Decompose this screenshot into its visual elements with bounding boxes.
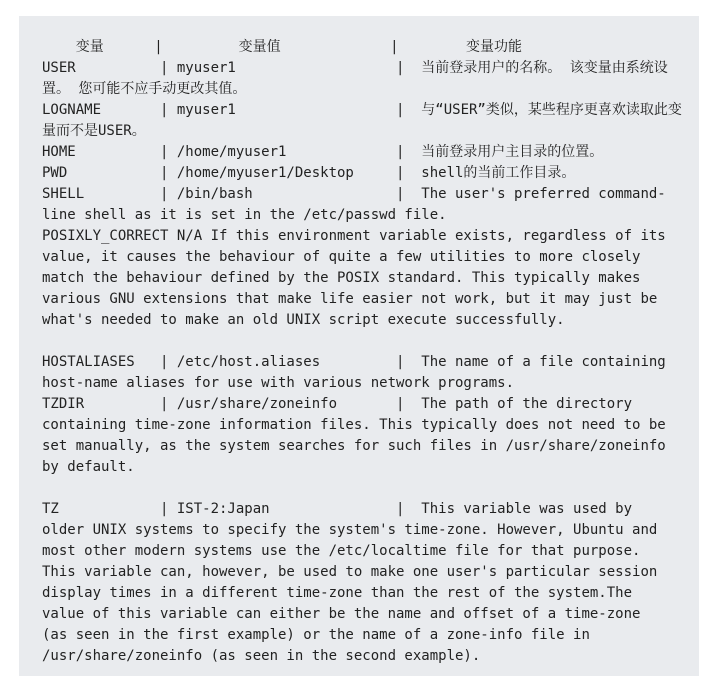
code-line-tz-cont-6: (as seen in the first example) or the name of a zone-info file in (42, 627, 590, 643)
env-variables-code-block (19, 16, 699, 676)
code-line-tz-cont-2: most other modern systems use the /etc/localtime file for that purpose. (42, 543, 641, 559)
code-line-tzdir-cont-1: containing time-zone information files. This typically does not need to be (42, 417, 666, 433)
code-line-tz: TZ | IST-2:Japan | This variable was used by (42, 501, 633, 517)
code-line-tz-cont-1: older UNIX systems to specify the system's time-zone. However, Ubuntu and (42, 522, 658, 538)
code-line-posixly-cont-3: various GNU extensions that make life easier not work, but it may just be (42, 291, 658, 307)
code-line-user: USER | myuser1 | 当前登录用户的名称。 该变量由系统设 (42, 60, 668, 76)
code-line-posixly-cont-1: value, it causes the behaviour of quite a few utilities to more closely (42, 249, 641, 265)
code-line-hostaliases: HOSTALIASES | /etc/host.aliases | The name of a file containing (42, 354, 666, 370)
code-line-posixly-cont-4: what's needed to make an old UNIX script execute successfully. (42, 312, 565, 328)
blank-line (42, 331, 699, 352)
code-line-pwd: PWD | /home/myuser1/Desktop | shell的当前工作目录。 (42, 165, 576, 181)
code-line-posixly-correct: POSIXLY_CORRECT N/A If this environment variable exists, regardless of its (42, 228, 666, 244)
code-line-tz-cont-5: value of this variable can either be the name and offset of a time-zone (42, 606, 641, 622)
code-line-posixly-cont-2: match the behaviour defined by the POSIX standard. This typically makes (42, 270, 641, 286)
code-line-user-cont: 置。 您可能不应手动更改其值。 (42, 81, 247, 97)
code-line-tzdir-cont-2: set manually, as the system searches for such files in /usr/share/zoneinfo (42, 438, 666, 454)
code-line-logname: LOGNAME | myuser1 | 与“USER”类似，某些程序更喜欢读取此变 (42, 102, 682, 118)
table-header-row: 变量 | 变量值 | 变量功能 (42, 39, 523, 55)
code-line-logname-cont: 量而不是USER。 (42, 123, 146, 139)
code-line-shell: SHELL | /bin/bash | The user's preferred command- (42, 186, 666, 202)
code-line-hostaliases-cont: host-name aliases for use with various network programs. (42, 375, 515, 391)
code-line-shell-cont: line shell as it is set in the /etc/passwd file. (42, 207, 447, 223)
code-line-tz-cont-3: This variable can, however, be used to make one user's particular session (42, 564, 658, 580)
blank-line (42, 478, 699, 499)
code-line-tz-cont-7: /usr/share/zoneinfo (as seen in the second example). (42, 648, 481, 664)
code-line-tz-cont-4: display times in a different time-zone than the rest of the system.The (42, 585, 633, 601)
code-line-home: HOME | /home/myuser1 | 当前登录用户主目录的位置。 (42, 144, 604, 160)
code-line-tzdir: TZDIR | /usr/share/zoneinfo | The path of the directory (42, 396, 633, 412)
code-line-tzdir-cont-3: by default. (42, 459, 135, 475)
